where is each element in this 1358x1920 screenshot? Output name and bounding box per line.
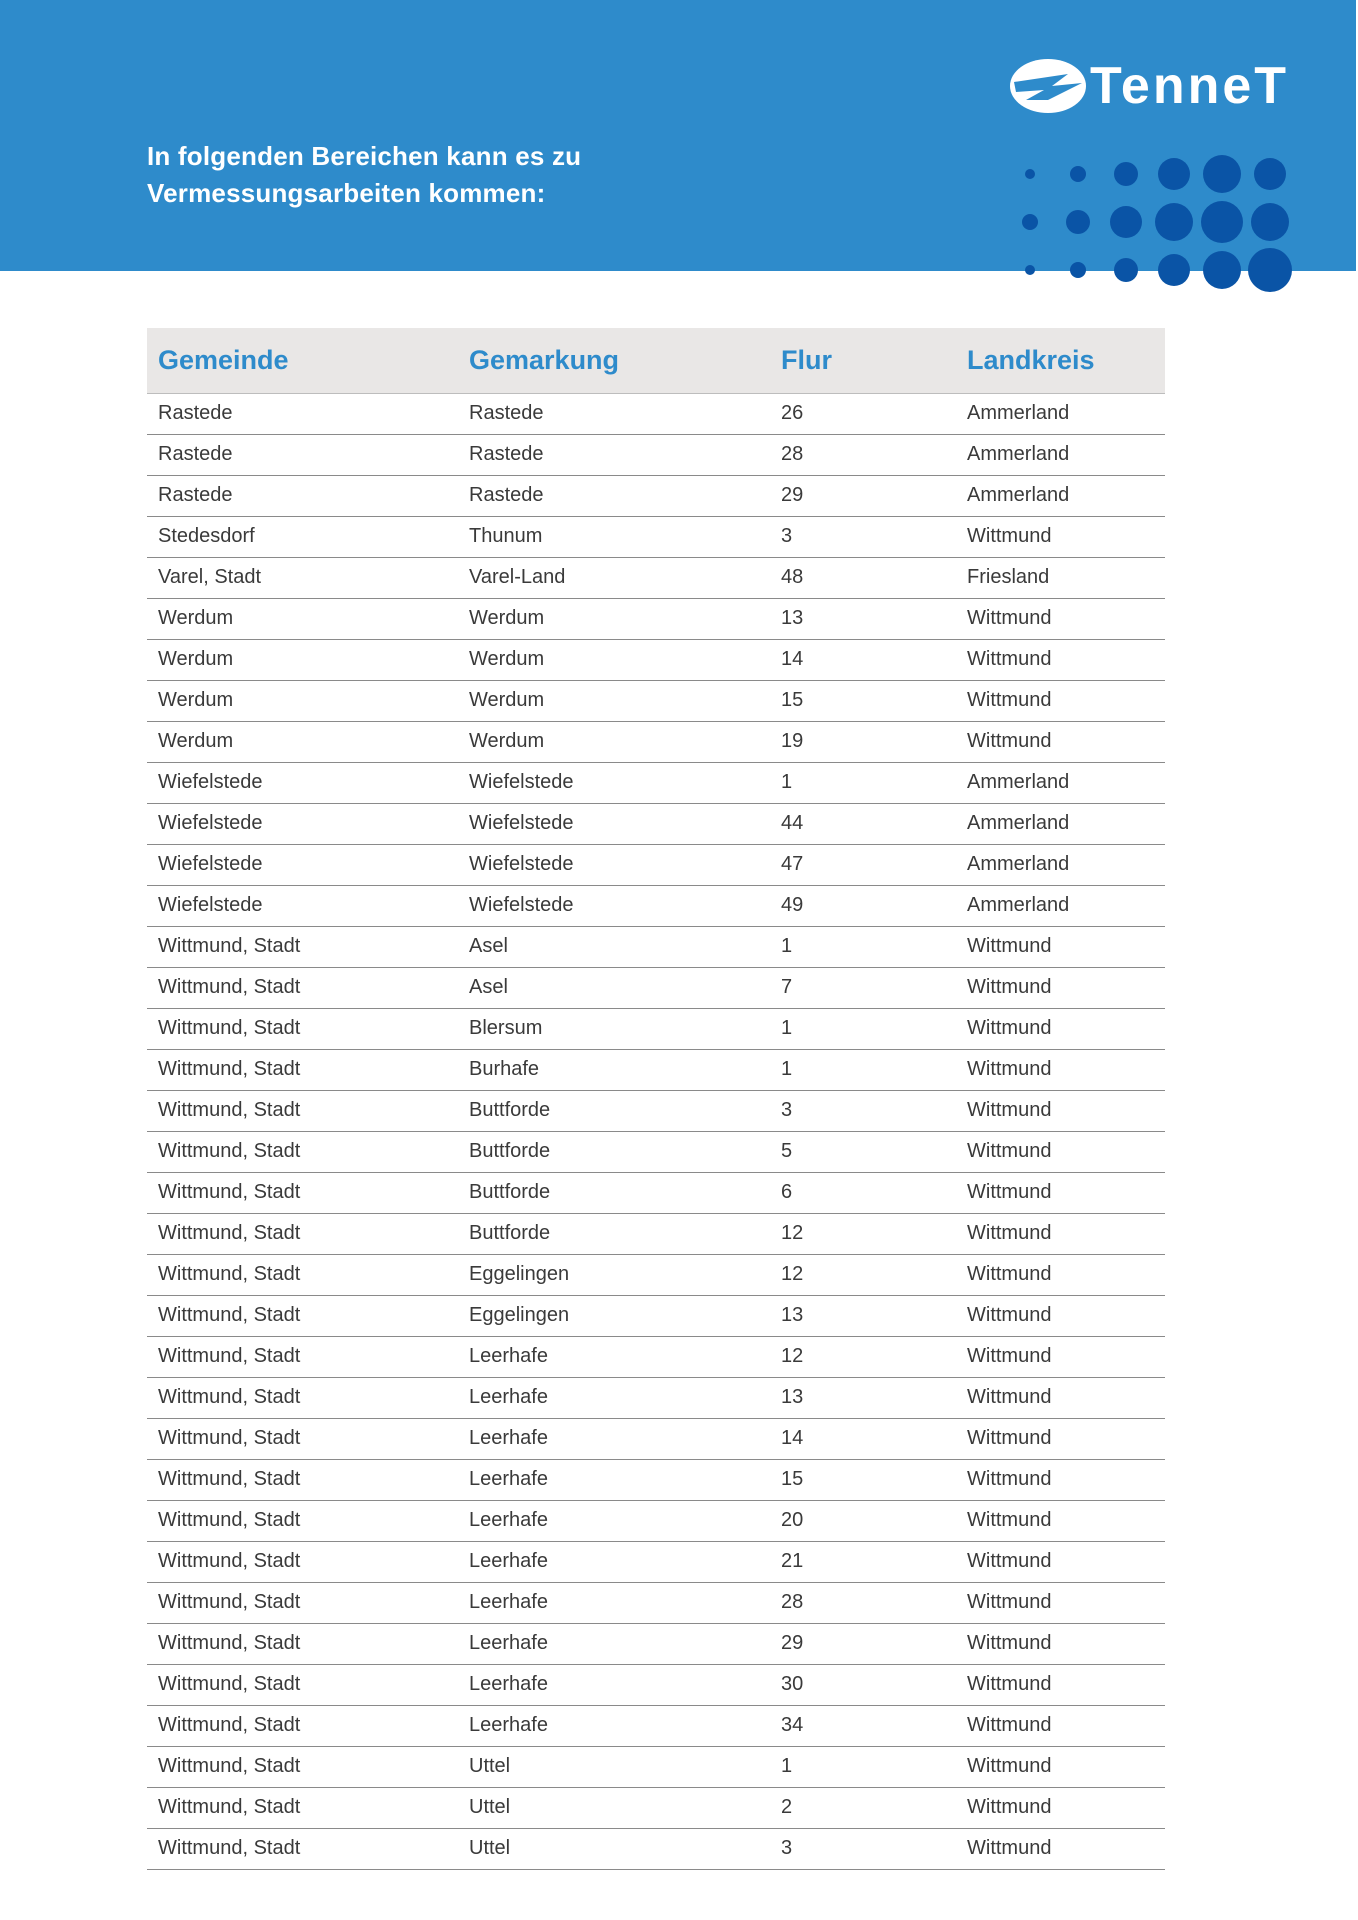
cell-gemeinde: Werdum — [147, 721, 458, 762]
cell-landkreis: Wittmund — [956, 1664, 1165, 1705]
decorative-dot — [1114, 258, 1138, 282]
cell-gemarkung: Leerhafe — [458, 1705, 770, 1746]
cell-gemarkung: Asel — [458, 926, 770, 967]
cell-flur: 13 — [770, 1377, 956, 1418]
cell-landkreis: Ammerland — [956, 393, 1165, 434]
cell-flur: 28 — [770, 1582, 956, 1623]
cell-gemarkung: Eggelingen — [458, 1254, 770, 1295]
table-row — [147, 393, 1165, 434]
cell-flur: 49 — [770, 885, 956, 926]
cell-gemeinde: Wittmund, Stadt — [147, 1459, 458, 1500]
cell-gemarkung: Werdum — [458, 598, 770, 639]
cell-gemeinde: Wittmund, Stadt — [147, 1418, 458, 1459]
cell-gemeinde: Wittmund, Stadt — [147, 1705, 458, 1746]
cell-landkreis: Ammerland — [956, 475, 1165, 516]
cell-gemeinde: Wittmund, Stadt — [147, 1008, 458, 1049]
cell-flur: 48 — [770, 557, 956, 598]
cell-flur: 15 — [770, 680, 956, 721]
cell-landkreis: Wittmund — [956, 1254, 1165, 1295]
table-row — [147, 1213, 1165, 1254]
table-row — [147, 557, 1165, 598]
decorative-dot — [1114, 162, 1138, 186]
cell-flur: 12 — [770, 1336, 956, 1377]
table-row — [147, 1500, 1165, 1541]
cell-gemarkung: Rastede — [458, 434, 770, 475]
cell-gemeinde: Wittmund, Stadt — [147, 1090, 458, 1131]
cell-landkreis: Wittmund — [956, 1787, 1165, 1828]
cell-gemeinde: Wittmund, Stadt — [147, 1500, 458, 1541]
table-row — [147, 844, 1165, 885]
cell-gemarkung: Varel-Land — [458, 557, 770, 598]
cell-gemeinde: Wittmund, Stadt — [147, 1746, 458, 1787]
header-banner — [0, 0, 1356, 271]
decorative-dot — [1066, 210, 1090, 234]
cell-landkreis: Ammerland — [956, 803, 1165, 844]
cell-landkreis: Wittmund — [956, 1541, 1165, 1582]
cell-landkreis: Wittmund — [956, 639, 1165, 680]
table-row — [147, 1336, 1165, 1377]
cell-landkreis: Wittmund — [956, 967, 1165, 1008]
cell-landkreis: Wittmund — [956, 680, 1165, 721]
table-row — [147, 1459, 1165, 1500]
column-header-gemarkung: Gemarkung — [469, 344, 620, 375]
cell-gemeinde: Wittmund, Stadt — [147, 1049, 458, 1090]
cell-gemeinde: Wittmund, Stadt — [147, 1336, 458, 1377]
column-header-landkreis: Landkreis — [967, 344, 1095, 375]
dot-pattern-icon — [1020, 146, 1320, 306]
cell-gemarkung: Eggelingen — [458, 1295, 770, 1336]
decorative-dot — [1251, 203, 1289, 241]
table-row — [147, 1541, 1165, 1582]
decorative-dot — [1203, 251, 1241, 289]
cell-flur: 3 — [770, 516, 956, 557]
cell-landkreis: Wittmund — [956, 1582, 1165, 1623]
cell-flur: 47 — [770, 844, 956, 885]
cell-gemarkung: Buttforde — [458, 1090, 770, 1131]
table-row — [147, 1828, 1165, 1869]
table-row — [147, 1582, 1165, 1623]
cell-landkreis: Ammerland — [956, 885, 1165, 926]
cell-flur: 20 — [770, 1500, 956, 1541]
cell-gemeinde: Wittmund, Stadt — [147, 967, 458, 1008]
cell-flur: 7 — [770, 967, 956, 1008]
cell-gemeinde: Wiefelstede — [147, 885, 458, 926]
cell-gemarkung: Leerhafe — [458, 1418, 770, 1459]
cell-landkreis: Wittmund — [956, 1213, 1165, 1254]
table-row — [147, 885, 1165, 926]
cell-gemarkung: Werdum — [458, 721, 770, 762]
cell-flur: 21 — [770, 1541, 956, 1582]
table-row — [147, 1664, 1165, 1705]
decorative-dot — [1110, 206, 1142, 238]
table-row — [147, 639, 1165, 680]
cell-landkreis: Wittmund — [956, 721, 1165, 762]
cell-gemarkung: Leerhafe — [458, 1582, 770, 1623]
cell-landkreis: Wittmund — [956, 1459, 1165, 1500]
cell-gemarkung: Wiefelstede — [458, 762, 770, 803]
cell-landkreis: Wittmund — [956, 1746, 1165, 1787]
cell-landkreis: Wittmund — [956, 1336, 1165, 1377]
cell-gemarkung: Buttforde — [458, 1213, 770, 1254]
table-row — [147, 762, 1165, 803]
decorative-dot — [1201, 201, 1243, 243]
cell-gemeinde: Wittmund, Stadt — [147, 1377, 458, 1418]
cell-flur: 28 — [770, 434, 956, 475]
cell-flur: 30 — [770, 1664, 956, 1705]
decorative-dot — [1158, 158, 1190, 190]
table-row — [147, 967, 1165, 1008]
tennet-logo — [1008, 52, 1308, 124]
cell-gemeinde: Wittmund, Stadt — [147, 1787, 458, 1828]
cell-flur: 29 — [770, 1623, 956, 1664]
cell-landkreis: Wittmund — [956, 926, 1165, 967]
cell-gemeinde: Varel, Stadt — [147, 557, 458, 598]
cell-flur: 15 — [770, 1459, 956, 1500]
cell-gemarkung: Thunum — [458, 516, 770, 557]
cell-gemeinde: Wittmund, Stadt — [147, 926, 458, 967]
decorative-dot — [1025, 169, 1035, 179]
decorative-dot — [1070, 262, 1086, 278]
survey-areas-table — [147, 328, 1165, 1870]
table-row — [147, 1623, 1165, 1664]
table-row — [147, 926, 1165, 967]
decorative-dot — [1158, 254, 1190, 286]
cell-gemeinde: Werdum — [147, 639, 458, 680]
cell-flur: 13 — [770, 598, 956, 639]
cell-landkreis: Friesland — [956, 557, 1165, 598]
cell-flur: 34 — [770, 1705, 956, 1746]
cell-flur: 1 — [770, 1049, 956, 1090]
cell-landkreis: Wittmund — [956, 1090, 1165, 1131]
cell-gemeinde: Wittmund, Stadt — [147, 1131, 458, 1172]
column-header-gemeinde: Gemeinde — [158, 344, 289, 375]
table-row — [147, 1295, 1165, 1336]
cell-flur: 29 — [770, 475, 956, 516]
cell-landkreis: Ammerland — [956, 762, 1165, 803]
table-row — [147, 1254, 1165, 1295]
decorative-dot — [1203, 155, 1241, 193]
cell-gemeinde: Wittmund, Stadt — [147, 1295, 458, 1336]
cell-gemarkung: Uttel — [458, 1746, 770, 1787]
table-row — [147, 1705, 1165, 1746]
table-row — [147, 1377, 1165, 1418]
cell-flur: 1 — [770, 762, 956, 803]
decorative-dot — [1155, 203, 1193, 241]
cell-flur: 44 — [770, 803, 956, 844]
cell-gemeinde: Werdum — [147, 680, 458, 721]
cell-landkreis: Ammerland — [956, 434, 1165, 475]
column-header-flur: Flur — [781, 344, 832, 375]
cell-gemeinde: Wittmund, Stadt — [147, 1213, 458, 1254]
cell-landkreis: Wittmund — [956, 1008, 1165, 1049]
cell-gemarkung: Rastede — [458, 393, 770, 434]
decorative-dot — [1070, 166, 1086, 182]
cell-gemarkung: Uttel — [458, 1828, 770, 1869]
cell-landkreis: Wittmund — [956, 1131, 1165, 1172]
page-title-line-1: In folgenden Bereichen kann es zu — [147, 141, 582, 171]
page-title-line-2: Vermessungsarbeiten kommen: — [147, 178, 546, 208]
cell-gemeinde: Wittmund, Stadt — [147, 1254, 458, 1295]
table-row — [147, 1787, 1165, 1828]
cell-gemarkung: Werdum — [458, 639, 770, 680]
cell-flur: 26 — [770, 393, 956, 434]
cell-flur: 2 — [770, 1787, 956, 1828]
table-row — [147, 516, 1165, 557]
cell-landkreis: Wittmund — [956, 1828, 1165, 1869]
table-row — [147, 1049, 1165, 1090]
table-row — [147, 1172, 1165, 1213]
cell-gemeinde: Rastede — [147, 434, 458, 475]
cell-flur: 12 — [770, 1254, 956, 1295]
cell-gemeinde: Wiefelstede — [147, 762, 458, 803]
cell-landkreis: Wittmund — [956, 1377, 1165, 1418]
cell-gemeinde: Wittmund, Stadt — [147, 1541, 458, 1582]
decorative-dot — [1022, 214, 1038, 230]
cell-gemarkung: Leerhafe — [458, 1623, 770, 1664]
cell-gemeinde: Wittmund, Stadt — [147, 1172, 458, 1213]
page-title — [147, 138, 581, 212]
cell-gemeinde: Wittmund, Stadt — [147, 1582, 458, 1623]
cell-landkreis: Wittmund — [956, 1049, 1165, 1090]
cell-gemarkung: Leerhafe — [458, 1377, 770, 1418]
cell-flur: 6 — [770, 1172, 956, 1213]
cell-flur: 1 — [770, 1746, 956, 1787]
cell-landkreis: Wittmund — [956, 598, 1165, 639]
cell-gemarkung: Leerhafe — [458, 1336, 770, 1377]
table-row — [147, 721, 1165, 762]
table-row — [147, 1418, 1165, 1459]
cell-gemeinde: Wittmund, Stadt — [147, 1623, 458, 1664]
table-row — [147, 1090, 1165, 1131]
cell-landkreis: Wittmund — [956, 1705, 1165, 1746]
cell-gemarkung: Leerhafe — [458, 1459, 770, 1500]
cell-flur: 1 — [770, 926, 956, 967]
cell-gemeinde: Stedesdorf — [147, 516, 458, 557]
cell-flur: 5 — [770, 1131, 956, 1172]
cell-landkreis: Wittmund — [956, 1623, 1165, 1664]
cell-flur: 12 — [770, 1213, 956, 1254]
cell-gemarkung: Wiefelstede — [458, 844, 770, 885]
cell-gemarkung: Blersum — [458, 1008, 770, 1049]
cell-flur: 3 — [770, 1828, 956, 1869]
table-header-row — [147, 328, 1165, 393]
cell-gemarkung: Leerhafe — [458, 1500, 770, 1541]
table-row — [147, 1008, 1165, 1049]
cell-flur: 3 — [770, 1090, 956, 1131]
cell-gemarkung: Wiefelstede — [458, 803, 770, 844]
cell-flur: 13 — [770, 1295, 956, 1336]
cell-gemarkung: Werdum — [458, 680, 770, 721]
cell-flur: 14 — [770, 1418, 956, 1459]
cell-landkreis: Wittmund — [956, 1418, 1165, 1459]
cell-flur: 14 — [770, 639, 956, 680]
decorative-dot — [1248, 248, 1292, 292]
cell-gemeinde: Werdum — [147, 598, 458, 639]
table-row — [147, 475, 1165, 516]
cell-landkreis: Wittmund — [956, 1500, 1165, 1541]
cell-gemarkung: Buttforde — [458, 1131, 770, 1172]
cell-gemarkung: Buttforde — [458, 1172, 770, 1213]
decorative-dot — [1254, 158, 1286, 190]
cell-gemeinde: Wiefelstede — [147, 844, 458, 885]
cell-landkreis: Wittmund — [956, 1295, 1165, 1336]
table-row — [147, 1131, 1165, 1172]
brand-name: TenneT — [1090, 57, 1290, 115]
cell-gemarkung: Leerhafe — [458, 1541, 770, 1582]
cell-gemeinde: Rastede — [147, 475, 458, 516]
cell-gemarkung: Asel — [458, 967, 770, 1008]
cell-gemarkung: Burhafe — [458, 1049, 770, 1090]
table-row — [147, 1746, 1165, 1787]
cell-flur: 19 — [770, 721, 956, 762]
cell-gemeinde: Wiefelstede — [147, 803, 458, 844]
cell-flur: 1 — [770, 1008, 956, 1049]
cell-gemeinde: Rastede — [147, 393, 458, 434]
table-row — [147, 434, 1165, 475]
cell-gemarkung: Rastede — [458, 475, 770, 516]
tennet-logo-icon — [1008, 56, 1088, 116]
table-row — [147, 680, 1165, 721]
cell-landkreis: Wittmund — [956, 516, 1165, 557]
cell-gemarkung: Wiefelstede — [458, 885, 770, 926]
cell-landkreis: Ammerland — [956, 844, 1165, 885]
cell-landkreis: Wittmund — [956, 1172, 1165, 1213]
table-row — [147, 803, 1165, 844]
cell-gemeinde: Wittmund, Stadt — [147, 1664, 458, 1705]
cell-gemarkung: Uttel — [458, 1787, 770, 1828]
cell-gemeinde: Wittmund, Stadt — [147, 1828, 458, 1869]
table-row — [147, 598, 1165, 639]
decorative-dot — [1025, 265, 1035, 275]
cell-gemarkung: Leerhafe — [458, 1664, 770, 1705]
